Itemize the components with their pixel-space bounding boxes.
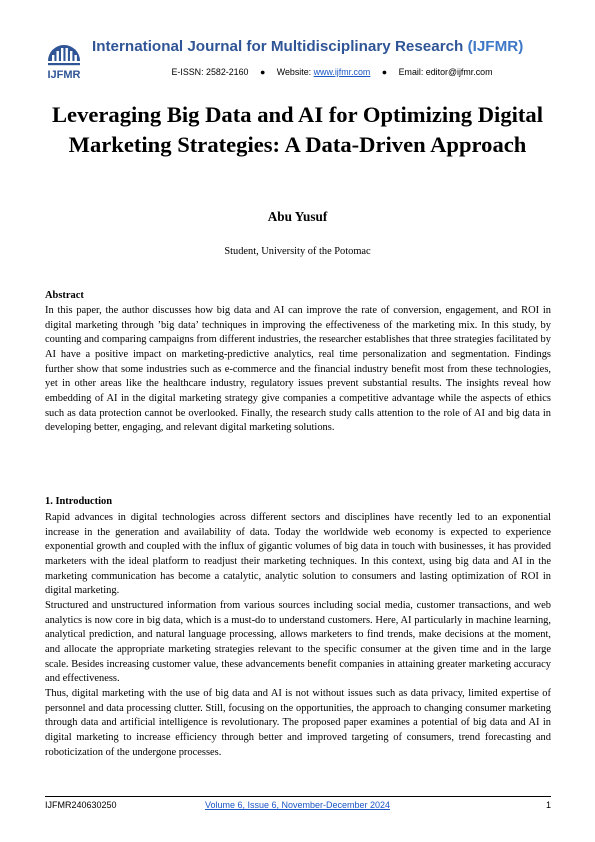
intro-paragraph: Thus, digital marketing with the use of big data and AI is not without issues such as data privacy, limited expertise of personnel and data processing clutter. Still, focusing on the opportunities, the approach to changing consumer marketing through data and artificial intelligence is revolutionary. The proposed paper examines a potential of big data and AI in digital marketing to increase efficiency through better and improved targeting of consumers, trend forecasting and roboticization of the undergone processes.	[45, 687, 551, 758]
intro-body	[45, 511, 551, 760]
eissn: E-ISSN: 2582-2160	[171, 67, 249, 77]
website-link[interactable]: www.ijfmr.com	[313, 67, 371, 77]
journal-info-line	[92, 67, 572, 77]
intro-paragraph: Structured and unstructured information from various sources including social media, customer transactions, and web analytics is now core in big data, which is a must-do to understand customers. Here, AI particularly in machine learning, analytical prediction, and natural language processing, allows marketers to find trends, make decisions at the moment, and allocate the appropriate marketing strategies relevant to the specific consumer at the given time and in the large scale. Besides increasing customer value, these advancements benefit companies in attaining greater marketing accuracy and effectiveness.	[45, 599, 551, 685]
abstract-text: In this paper, the author discusses how big data and AI can improve the rate of conversion, engagement, and ROI in digital marketing through ’big data’ techniques in improving the effectiveness of the marketing mix. In this study, by counting and comparing campaigns from different industries, the researcher establishes that three strategies facilitated by AI have a positive impact on marketing-predictive analytics, real time personalization and segmentation. Findings further show that some industries such as e-commerce and the financial industry benefit most from these technologies, yet in other areas like the healthcare industry, regulatory issues prevent substantial results. The insights reveal how embedding of AI in the digital marketing strategy give companies a competitive advantage while the aspects of ethics such as data protection cannot be overlooked. Finally, the research study calls attention to the role of AI and big data in developing better, engaging, and relevant digital marketing solutions.	[45, 305, 551, 434]
website-label: Website:	[276, 67, 312, 77]
email: Email: editor@ijfmr.com	[398, 67, 493, 77]
journal-logo-icon	[44, 31, 84, 81]
author-affiliation: Student, University of the Potomac	[224, 246, 371, 257]
bullet-separator: ●	[259, 67, 266, 77]
journal-title	[92, 38, 572, 55]
paper-title: Leveraging Big Data and AI for Optimizing Digital Marketing Strategies: A Data-Driven Approach	[51, 102, 543, 157]
footer-page-number: 1	[545, 800, 551, 810]
intro-paragraph: Rapid advances in digital technologies across different sectors and disciplines have recently led to an exponential increase in the generation and availability of data. Today the worldwide web economy is expected to experience exponential growth and coupled with the influx of gigantic volumes of big data in touch with businesses, it has provided marketers with the ideal platform to readjust their marketing techniques. In this context, using big data and AI in the marketing communication has become a catalytic, analytic solution to consumers and lasting optimization of ROI in digital marketing.	[45, 512, 551, 597]
journal-abbr: (IJFMR)	[467, 38, 524, 55]
bullet-separator: ●	[381, 67, 388, 77]
intro-heading: 1. Introduction	[45, 496, 113, 507]
footer-divider	[45, 796, 551, 797]
footer-paper-id: IJFMR240630250	[45, 800, 117, 810]
author-name: Abu Yusuf	[267, 209, 328, 224]
svg-text:IJFMR: IJFMR	[47, 69, 81, 81]
journal-name: International Journal for Multidisciplinary Research	[92, 38, 464, 55]
journal-logo	[44, 31, 84, 81]
abstract-heading: Abstract	[45, 290, 84, 301]
footer-volume-link[interactable]: Volume 6, Issue 6, November-December 2024	[204, 800, 391, 810]
